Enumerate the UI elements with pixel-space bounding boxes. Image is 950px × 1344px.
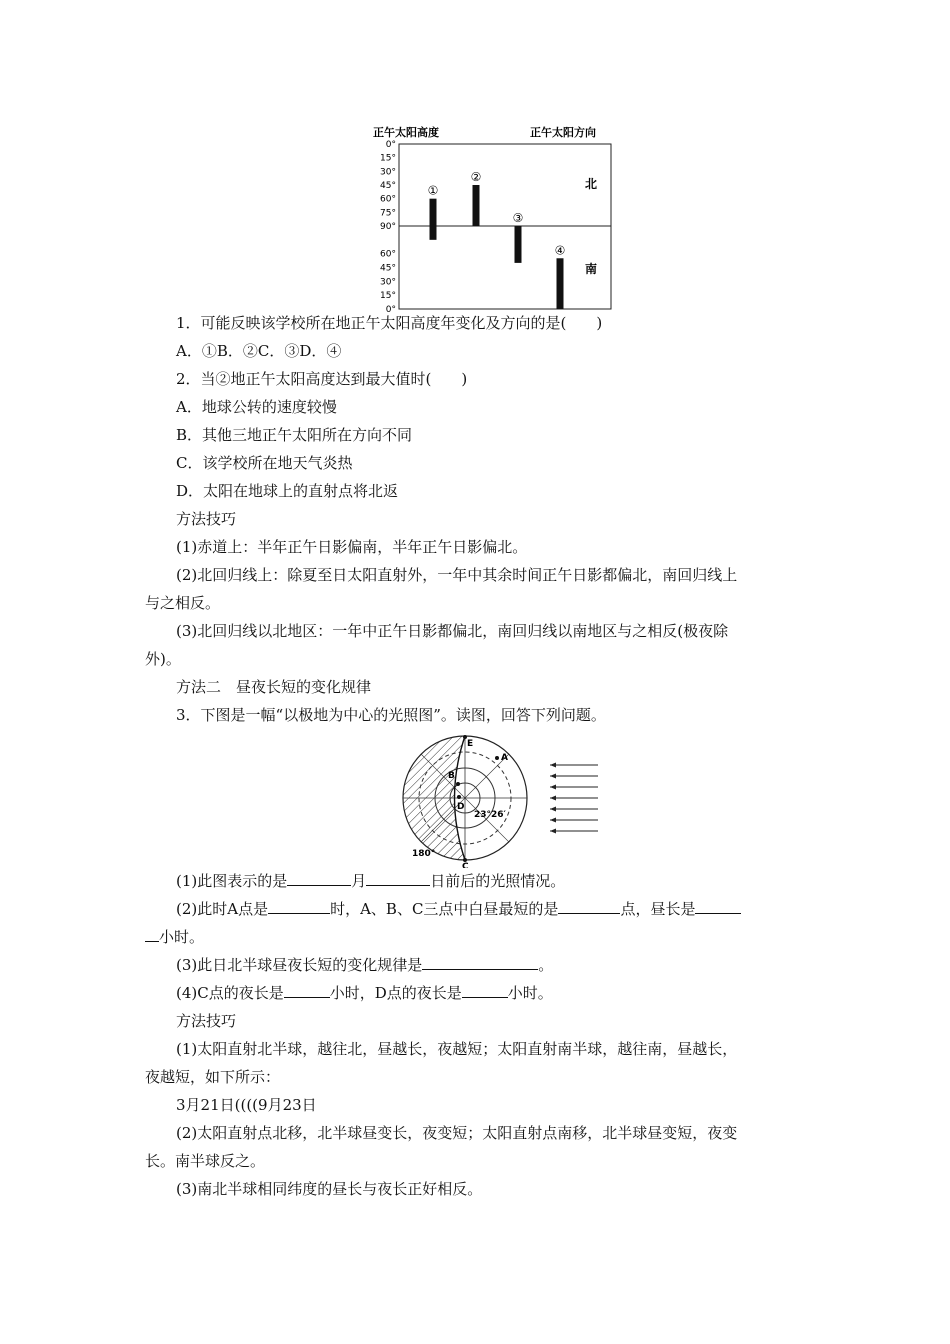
bar-label: ④ [554,243,566,258]
y-tick-label: 0° [385,140,396,150]
south-label: 南 [585,262,598,276]
tip-2-item-2-cont: 长。南半球反之。 [145,1152,266,1170]
method-2-heading: 方法二 昼夜长短的变化规律 [176,678,372,696]
sunlight-arrow-head [550,763,556,768]
question-3: 3．下图是一幅“以极地为中心的光照图”。读图，回答下列问题。 [176,706,606,724]
tip-1-title: 方法技巧 [176,510,237,528]
y-tick-label: 45° [380,263,396,274]
y-tick-label: 30° [380,167,396,178]
sunlight-arrow-head [550,829,556,834]
question-3-4: (4)C点的夜长是 小时，D点的夜长是 小时。 [176,984,553,1002]
sunlight-arrow-head [550,785,556,790]
bar-label: ② [470,170,482,184]
y-tick-label: 60° [380,249,396,260]
label-d: D [457,802,465,812]
question-1-options: A．①B．②C．③D．④ [176,342,342,360]
label-b: B [448,771,455,781]
blank [422,955,538,970]
point-d [457,795,461,799]
blank [268,899,330,914]
question-3-2-cont: 小时。 [145,926,204,948]
tip-2-title: 方法技巧 [176,1012,237,1030]
bar [473,185,480,226]
y-tick-label: 90° [380,222,396,232]
blank [558,899,620,914]
question-3-1: (1)此图表示的是 月 日前后的光照情况。 [176,872,566,890]
y-tick-label: 75° [380,208,396,219]
sunlight-arrow-head [550,818,556,823]
point-a [495,756,499,760]
sunlight-arrow-head [550,796,556,801]
chart-title-left: 正午太阳高度 [373,126,439,139]
question-3-3: (3)此日北半球昼夜长短的变化规律是 。 [176,956,554,974]
question-2-option-a: A．地球公转的速度较慢 [176,398,337,416]
label-a: A [501,753,508,763]
question-1: 1．可能反映该学校所在地正午太阳高度年变化及方向的是( ) [176,314,603,332]
blank [366,871,430,886]
question-2-option-c: C．该学校所在地天气炎热 [176,454,353,472]
tip-1-item-2-cont: 与之相反。 [145,594,221,612]
blank [145,927,159,942]
tip-2-dates: 3月21日((((9月23日 [176,1096,317,1114]
bar [430,199,437,240]
blank [287,871,351,886]
tip-1-item-1: (1)赤道上：半年正午日影偏南，半年正午日影偏北。 [176,538,528,556]
chart-title-right: 正午太阳方向 [530,126,596,139]
blank [462,983,508,998]
noon-sun-altitude-chart [365,120,615,320]
y-tick-label: 30° [380,277,396,288]
bar [557,258,564,309]
label-e: E [467,739,474,749]
north-label: 北 [585,177,598,191]
question-2-option-d: D．太阳在地球上的直射点将北返 [176,482,399,500]
bar [515,226,522,263]
y-tick-label: 0° [385,305,396,315]
tip-2-item-3: (3)南北半球相同纬度的昼长与夜长正好相反。 [176,1180,483,1198]
tip-1-item-2: (2)北回归线上：除夏至日太阳直射外，一年中其余时间正午日影都偏北，南回归线上 [176,566,738,584]
question-3-2: (2)此时A点是 时，A、B、C三点中白昼最短的是 点，昼长是 [176,898,741,920]
sunlight-arrow-head [550,807,556,812]
y-tick-label: 45° [380,181,396,191]
tip-2-item-2: (2)太阳直射点北移，北半球昼变长，夜变短；太阳直射点南移，北半球昼变短，夜变 [176,1124,738,1142]
sunlight-arrows [550,763,598,834]
tip-2-item-1-cont: 夜越短，如下所示： [145,1068,281,1086]
bar-label: ③ [512,211,524,225]
question-2: 2．当②地正午太阳高度达到最大值时( ) [176,370,468,388]
sunlight-arrow-head [550,774,556,779]
blank [695,899,741,914]
bar-label: ① [427,183,439,198]
tip-2-item-1: (1)太阳直射北半球，越往北，昼越长，夜越短；太阳直射南半球，越往南，昼越长， [176,1040,738,1058]
polar-illumination-diagram [400,730,610,868]
label-latitude: 23°26′ [474,810,506,820]
y-tick-label: 15° [380,153,396,164]
tip-1-item-3-cont: 外)。 [145,650,181,668]
y-tick-label: 60° [380,194,396,205]
blank [284,983,330,998]
label-longitude: 180° [412,849,436,859]
tip-1-item-3: (3)北回归线以北地区：一年中正午日影都偏北，南回归线以南地区与之相反(极夜除 [176,622,729,640]
question-2-option-b: B．其他三地正午太阳所在方向不同 [176,426,413,444]
y-tick-label: 15° [380,291,396,302]
label-c: C [462,862,469,868]
point-b [456,782,460,786]
